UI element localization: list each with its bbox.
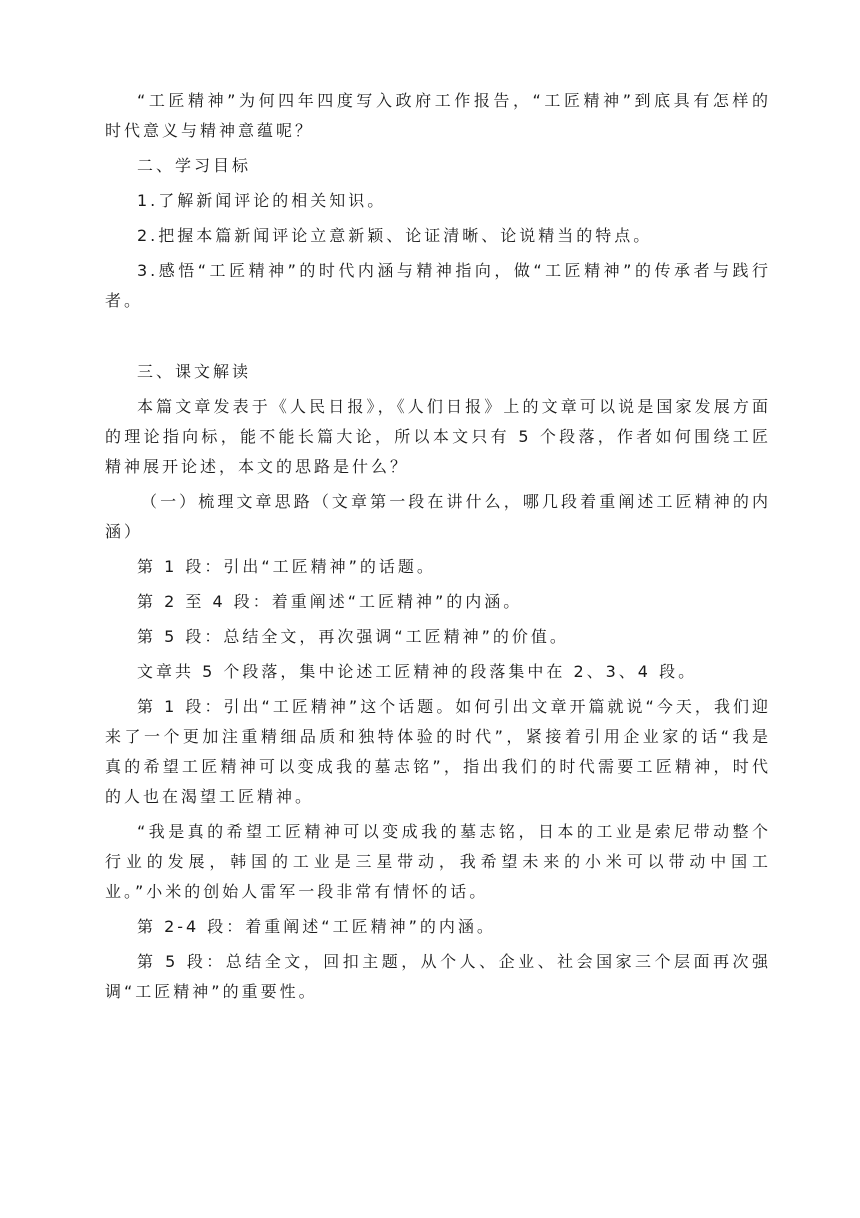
learning-goal-2: 2.把握本篇新闻评论立意新颖、论证清晰、论说精当的特点。: [137, 226, 653, 245]
structure-item-paragraph-1: 第 1 段：引出“工匠精神”的话题。: [137, 557, 436, 576]
structure-summary: 文章共 5 个段落，集中论述工匠精神的段落集中在 2、3、4 段。: [137, 662, 698, 681]
document-body: [105, 86, 771, 1012]
structure-item-paragraph-5: 第 5 段：总结全文，再次强调“工匠精神”的价值。: [137, 627, 569, 646]
section-heading-text-analysis: 三、课文解读: [137, 362, 252, 381]
detail-paragraph-5: 第 5 段：总结全文，回扣主题，从个人、企业、社会国家三个层面再次强调“工匠精神”的重要性。: [105, 952, 771, 1001]
structure-item-paragraphs-2-4: 第 2 至 4 段：着重阐述“工匠精神”的内涵。: [137, 592, 523, 611]
detail-paragraphs-2-4: 第 2-4 段：着重阐述“工匠精神”的内涵。: [137, 917, 496, 936]
subsection-heading-structure: （一）梳理文章思路（文章第一段在讲什么，哪几段着重阐述工匠精神的内涵）: [105, 492, 771, 541]
intro-question-paragraph: “工匠精神”为何四年四度写入政府工作报告，“工匠精神”到底具有怎样的时代意义与精神意蕴呢？: [105, 91, 771, 140]
blank-line: [105, 321, 771, 357]
learning-goal-1: 1.了解新闻评论的相关知识。: [137, 191, 387, 210]
analysis-intro-paragraph: 本篇文章发表于《人民日报》，《人们日报》上的文章可以说是国家发展方面的理论指向标，能不能长篇大论，所以本文只有 5 个段落，作者如何围绕工匠精神展开论述，本文的思路是什么？: [105, 397, 771, 476]
learning-goal-3: 3.感悟“工匠精神”的时代内涵与精神指向，做“工匠精神”的传承者与践行者。: [105, 261, 771, 310]
section-heading-learning-goals: 二、学习目标: [137, 156, 252, 175]
quote-paragraph: “我是真的希望工匠精神可以变成我的墓志铭，日本的工业是索尼带动整个行业的发展，韩国的工业是三星带动，我希望未来的小米可以带动中国工业。”小米的创始人雷军一段非常有情怀的话。: [105, 822, 771, 901]
detail-paragraph-1: 第 1 段：引出“工匠精神”这个话题。如何引出文章开篇就说“今天，我们迎来了一个更加注重精细品质和独特体验的时代”，紧接着引用企业家的话“我是真的希望工匠精神可以变成我的墓志铭”，指出我们的时代需要工匠精神，时代的人也在渴望工匠精神。: [105, 697, 771, 806]
